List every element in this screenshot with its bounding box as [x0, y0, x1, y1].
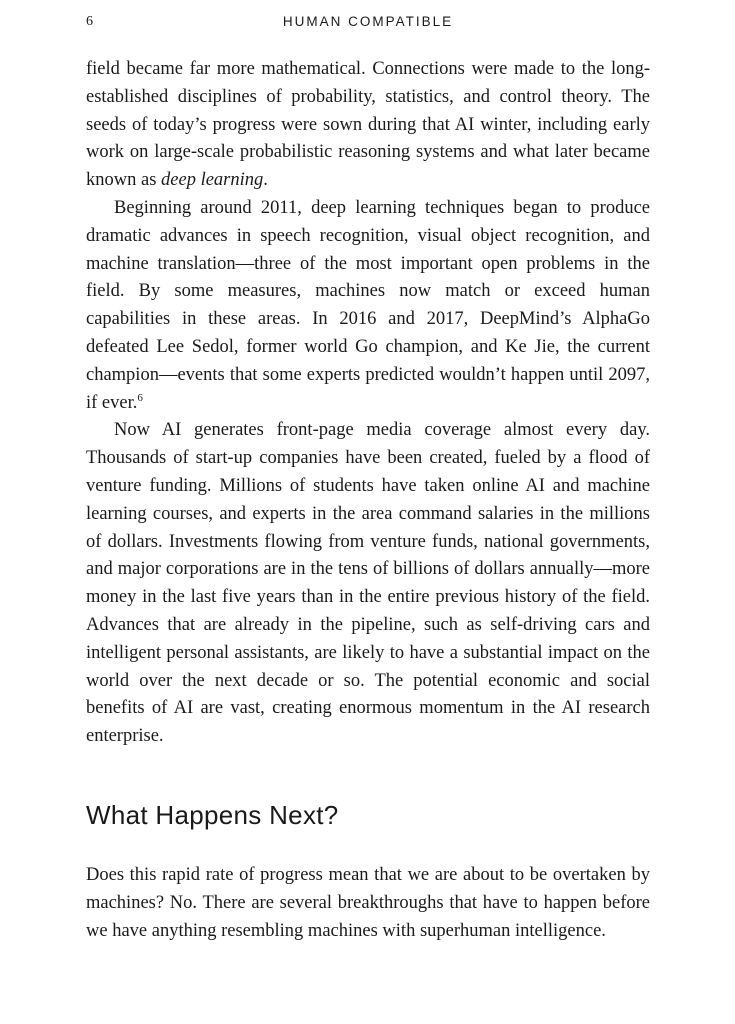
paragraph-text: Beginning around 2011, deep learning techniques began to produce dramatic advances in speech recognition, visual object recognition, and machine translation—three of the most important open problems in the field. By some measures, machines now match or exceed human capabilities in these areas. In 2016 and 2017, DeepMind’s AlphaGo defeated Lee Sedol, former world Go champion, and Ke Jie, the current champion—events that some experts predicted wouldn’t happen until 2097, if ever. — [86, 197, 650, 413]
paragraph-text: Does this rapid rate of progress mean that we are about to be overtaken by machines? No. There are several breakthroughs that have to happen before we have anything resembling machines with superhuman intelligence. — [86, 865, 650, 941]
running-head — [86, 14, 650, 36]
page-number: 6 — [86, 14, 94, 29]
section-body-text — [86, 862, 650, 945]
emphasis-text: deep learning — [161, 170, 264, 191]
paragraph-text: Now AI generates front-page media coverage almost every day. Thousands of start-up companies have been created, fueled by a flood of venture funding. Millions of students have taken online AI and machine learning courses, and experts in the area command salaries in the millions of dollars. Investments flowing from venture funds, national governments, and major corporations are in the tens of billions of dollars annually—more money in the last five years than in the entire previous history of the field. Advances that are already in the pipeline, such as self-driving cars and intelligent personal assistants, are likely to have a substantial impact on the world over the next decade or so. The potential economic and social benefits of AI are vast, creating enormous momentum in the AI research enterprise. — [86, 420, 650, 747]
paragraph — [86, 417, 650, 751]
footnote-marker[interactable]: 6 — [137, 391, 143, 404]
body-text-block — [86, 56, 650, 751]
paragraph — [86, 862, 650, 945]
running-title: HUMAN COMPATIBLE — [282, 14, 454, 29]
paragraph — [86, 195, 650, 417]
paragraph-text: . — [263, 170, 268, 191]
paragraph — [86, 56, 650, 195]
paragraph-text: field became far more mathematical. Connections were made to the long-established disciplines of probability, statistics, and control theory. The seeds of today’s progress were sown during that AI winter, including early work on large-scale probabilistic reasoning systems and what later became known as — [86, 59, 650, 191]
section-heading: What Happens Next? — [86, 800, 339, 830]
